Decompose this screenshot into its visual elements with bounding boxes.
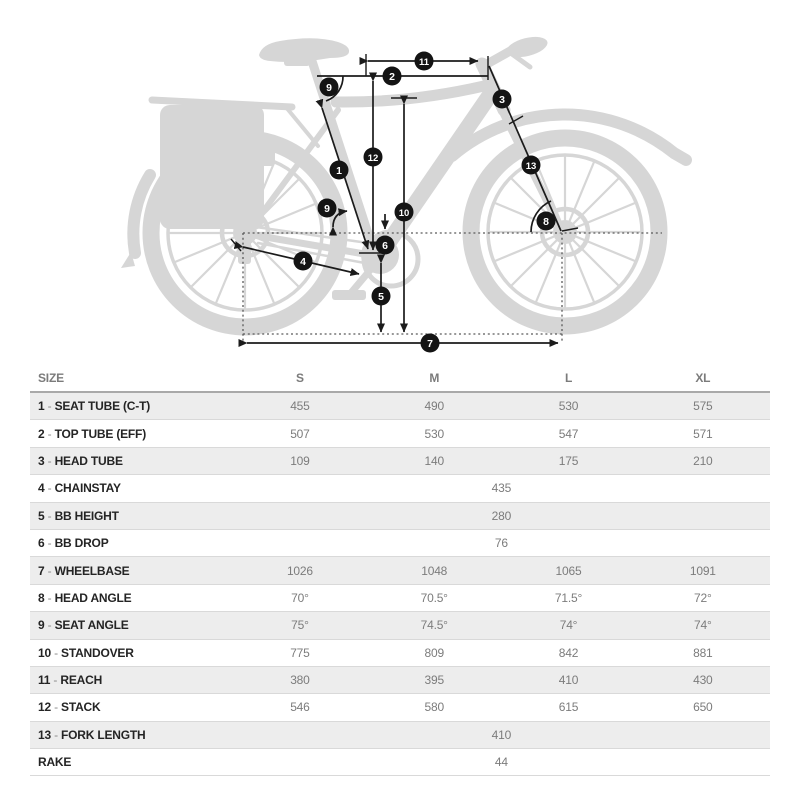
cell-value: 74° [636,612,770,639]
cell-value: 650 [636,694,770,721]
cell-value: 530 [367,420,501,447]
cell-value: 507 [233,420,367,447]
svg-text:13: 13 [525,160,537,172]
row-label: 13 - FORK LENGTH [30,721,233,748]
geometry-table [30,364,770,776]
svg-text:10: 10 [398,207,410,219]
top-tube [336,86,484,102]
cell-value: 1026 [233,557,367,584]
row-label: 7 - WHEELBASE [30,557,233,584]
cell-value: 575 [636,392,770,420]
cell-value: 1048 [367,557,501,584]
column-header-s: S [233,364,367,392]
row-label: 2 - TOP TUBE (EFF) [30,420,233,447]
table-row [30,666,770,693]
svg-text:2: 2 [389,70,395,83]
bike-geometry-diagram [0,0,800,362]
cell-value-span: 280 [233,502,770,529]
geometry-table-header [30,364,770,392]
callout-13 [522,156,541,175]
callout-10 [395,203,414,222]
callout-2 [383,67,402,86]
callout-7 [421,334,440,353]
dim-standover-dot [402,96,405,99]
cell-value: 74° [501,612,635,639]
table-row [30,529,770,556]
cell-value: 775 [233,639,367,666]
column-header-l: L [501,364,635,392]
pannier-bag [160,105,264,229]
svg-text:9: 9 [326,81,332,94]
cell-value: 70.5° [367,584,501,611]
svg-text:9: 9 [324,202,330,215]
cell-value-span: 435 [233,475,770,502]
row-label: 10 - STANDOVER [30,639,233,666]
cell-value: 74.5° [367,612,501,639]
svg-text:4: 4 [300,255,306,268]
size-header-cell: SIZE [30,364,233,392]
cell-value: 109 [233,447,367,474]
callout-9-bottom [318,199,337,218]
pannier-pocket [261,140,275,166]
row-label: 6 - BB DROP [30,529,233,556]
cell-value: 455 [233,392,367,420]
callout-11 [415,52,434,71]
svg-text:1: 1 [336,164,342,177]
row-label: 11 - REACH [30,666,233,693]
row-label: 12 - STACK [30,694,233,721]
cell-value: 530 [501,392,635,420]
cell-value: 490 [367,392,501,420]
table-row [30,721,770,748]
cell-value-span: 76 [233,529,770,556]
callout-12 [364,148,383,167]
cell-value-span: 410 [233,721,770,748]
row-label: 9 - SEAT ANGLE [30,612,233,639]
callout-9-top [320,78,339,97]
table-row [30,694,770,721]
table-row [30,420,770,447]
cell-value: 430 [636,666,770,693]
table-row [30,447,770,474]
table-row [30,612,770,639]
cell-value: 210 [636,447,770,474]
callout-3 [493,90,512,109]
header-row [30,364,770,392]
column-header-m: M [367,364,501,392]
callout-6 [376,236,395,255]
row-label: 5 - BB HEIGHT [30,502,233,529]
handlebar [487,33,550,67]
svg-text:7: 7 [427,337,433,350]
cell-value: 809 [367,639,501,666]
cell-value: 75° [233,612,367,639]
saddle-rails [284,57,310,66]
cell-value: 70° [233,584,367,611]
row-label: RAKE [30,749,233,776]
cell-value: 140 [367,447,501,474]
callout-4 [294,252,313,271]
row-label: 3 - HEAD TUBE [30,447,233,474]
geometry-table-body [30,392,770,776]
table-row [30,749,770,776]
cell-value: 615 [501,694,635,721]
cell-value: 410 [501,666,635,693]
cell-value-span: 44 [233,749,770,776]
row-label: 4 - CHAINSTAY [30,475,233,502]
cell-value: 580 [367,694,501,721]
row-label: 1 - SEAT TUBE (C-T) [30,392,233,420]
table-row [30,502,770,529]
svg-text:5: 5 [378,290,384,303]
svg-text:6: 6 [382,239,388,252]
cell-value: 546 [233,694,367,721]
table-row [30,557,770,584]
cell-value: 72° [636,584,770,611]
callout-1 [330,161,349,180]
cell-value: 395 [367,666,501,693]
cell-value: 380 [233,666,367,693]
cell-value: 1065 [501,557,635,584]
table-row [30,584,770,611]
cell-value: 175 [501,447,635,474]
svg-text:12: 12 [367,152,379,164]
cell-value: 842 [501,639,635,666]
cell-value: 571 [636,420,770,447]
callout-5 [372,287,391,306]
row-label: 8 - HEAD ANGLE [30,584,233,611]
callout-8 [537,212,556,231]
column-header-xl: XL [636,364,770,392]
table-row [30,475,770,502]
svg-text:3: 3 [499,93,505,106]
table-row [30,639,770,666]
cell-value: 71.5° [501,584,635,611]
svg-text:11: 11 [418,56,430,68]
cell-value: 1091 [636,557,770,584]
svg-text:8: 8 [543,215,549,228]
cell-value: 547 [501,420,635,447]
table-row [30,392,770,420]
cell-value: 881 [636,639,770,666]
